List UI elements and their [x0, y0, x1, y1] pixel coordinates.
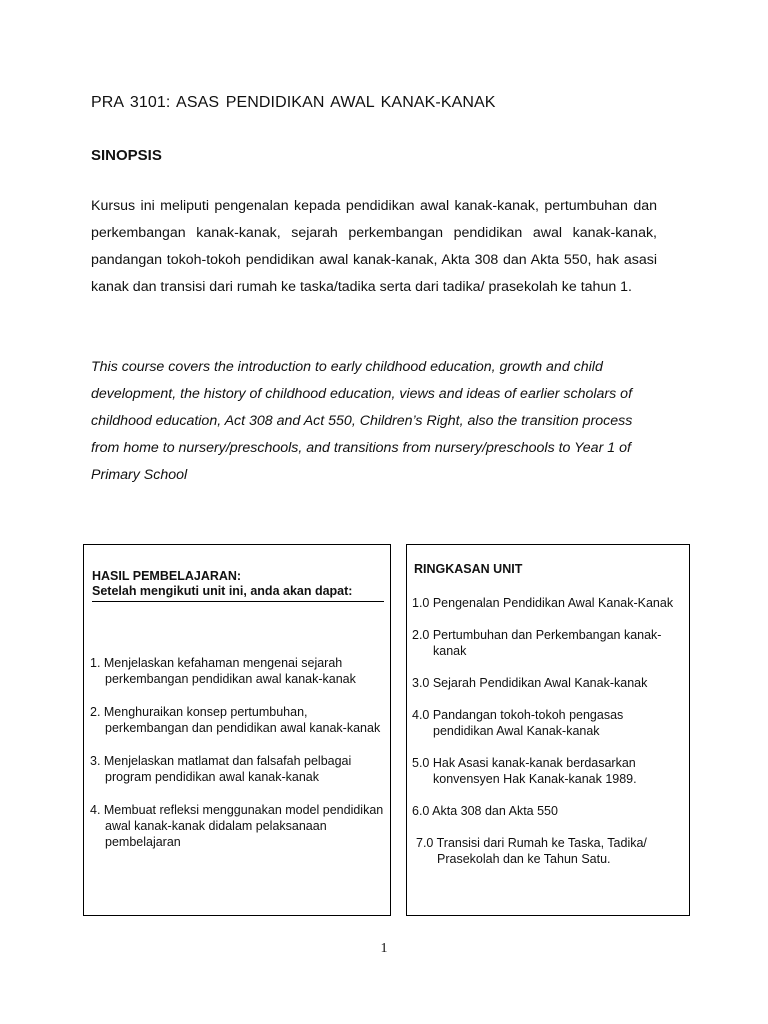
page-number: 1 — [380, 941, 388, 956]
learning-outcomes-title: HASIL PEMBELAJARAN: — [92, 569, 242, 583]
unit-summary-item: 6.0 Akta 308 dan Akta 550 — [412, 804, 558, 818]
learning-outcomes-subtitle: Setelah mengikuti unit ini, anda akan dapat: — [92, 584, 353, 598]
unit-summary-box — [406, 544, 690, 916]
learning-outcome-item: 1. Menjelaskan kefahaman mengenai sejarah perkembangan pendidikan awal kanak-kanak — [90, 656, 356, 686]
unit-summary-item: 5.0 Hak Asasi kanak-kanak berdasarkan konvensyen Hak Kanak-kanak 1989. — [412, 756, 637, 786]
learning-outcomes-heading — [92, 569, 384, 602]
learning-outcome-item: 2. Menghuraikan konsep pertumbuhan, perkembangan dan pendidikan awal kanak-kanak — [90, 705, 381, 735]
synopsis-heading: SINOPSIS — [91, 147, 162, 164]
unit-summary-item: 2.0 Pertumbuhan dan Perkembangan kanak-kanak — [412, 628, 662, 658]
unit-summary-item: 4.0 Pandangan tokoh-tokoh pengasas pendidikan Awal Kanak-kanak — [412, 708, 624, 738]
learning-outcome-item: 3. Menjelaskan matlamat dan falsafah pelbagai program pendidikan awal kanak-kanak — [90, 754, 352, 784]
unit-summary-heading: RINGKASAN UNIT — [414, 562, 523, 576]
unit-summary-item: 7.0 Transisi dari Rumah ke Taska, Tadika/ Prasekolah dan ke Tahun Satu. — [416, 836, 647, 866]
learning-outcomes-list — [90, 655, 386, 867]
unit-summary-item: 1.0 Pengenalan Pendidikan Awal Kanak-Kanak — [412, 596, 674, 610]
unit-summary-list — [412, 595, 684, 883]
course-title: PRA 3101: ASAS PENDIDIKAN AWAL KANAK-KANAK — [91, 94, 496, 111]
synopsis-english: This course covers the introduction to early childhood education, growth and child development, the history of childhood education, views and ideas of earlier scholars of childhood education, Act 308 and Act 550, Children’s Right, also the transition process from home to nursery/preschools, and transitions from nursery/preschools to Year 1 of Primary School — [91, 359, 633, 483]
unit-summary-item: 3.0 Sejarah Pendidikan Awal Kanak-kanak — [412, 676, 648, 690]
learning-outcome-item: 4. Membuat refleksi menggunakan model pendidikan awal kanak-kanak didalam pelaksanaan pembelajaran — [90, 803, 384, 849]
learning-outcomes-box — [83, 544, 391, 916]
synopsis-malay: Kursus ini meliputi pengenalan kepada pendidikan awal kanak-kanak, pertumbuhan dan perkembangan kanak-kanak, sejarah perkembangan pendidikan awal kanak-kanak, pandangan tokoh-tokoh pendidikan awal kanak-kanak, Akta 308 dan Akta 550, hak asasi kanak dan transisi dari rumah ke taska/tadika serta dari tadika/ prasekolah ke tahun 1. — [91, 198, 657, 295]
